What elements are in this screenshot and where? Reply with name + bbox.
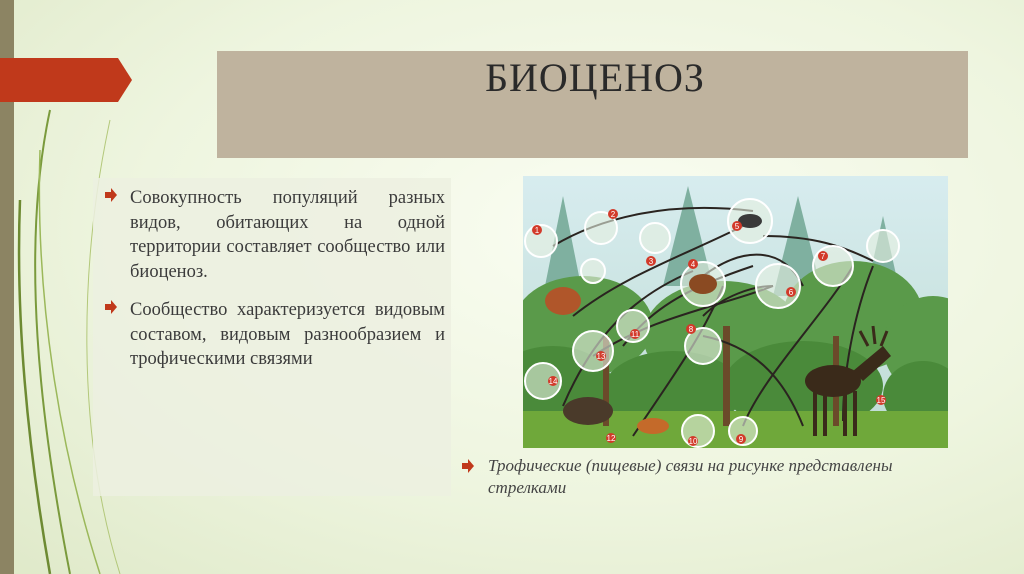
marker-label: 13 bbox=[596, 352, 606, 361]
marker-label: 7 bbox=[820, 252, 826, 261]
marker-label: 15 bbox=[876, 396, 886, 405]
bullet-text: Совокупность популяций разных видов, обитающих на одной территории составляет сообщество или биоценоз. bbox=[130, 188, 445, 282]
bullet-arrow-icon bbox=[105, 186, 117, 206]
biocenosis-illustration bbox=[523, 176, 948, 448]
marker-label: 11 bbox=[630, 330, 640, 339]
bullet-arrow-icon bbox=[105, 298, 117, 318]
marker-label: 3 bbox=[648, 257, 654, 266]
bullet-text: Сообщество характеризуется видовым составом, видовым разнообразием и трофическими связями bbox=[130, 300, 445, 369]
bullet-item bbox=[105, 186, 445, 284]
caption-text: Трофические (пищевые) связи на рисунке представлены стрелками bbox=[488, 456, 893, 497]
figure-caption bbox=[462, 455, 962, 499]
marker-label: 14 bbox=[548, 377, 558, 386]
bullet-item bbox=[105, 298, 445, 372]
marker-label: 6 bbox=[788, 288, 794, 297]
marker-label: 9 bbox=[738, 435, 744, 444]
slide-title: БИОЦЕНОЗ bbox=[485, 55, 705, 100]
marker-label: 1 bbox=[534, 226, 540, 235]
marker-label: 10 bbox=[688, 437, 698, 446]
marker-label: 5 bbox=[734, 222, 740, 231]
marker-label: 8 bbox=[688, 325, 694, 334]
marker-label: 12 bbox=[606, 434, 616, 443]
bullet-arrow-icon bbox=[462, 457, 474, 475]
marker-label: 2 bbox=[610, 210, 616, 219]
marker-label: 4 bbox=[690, 260, 696, 269]
